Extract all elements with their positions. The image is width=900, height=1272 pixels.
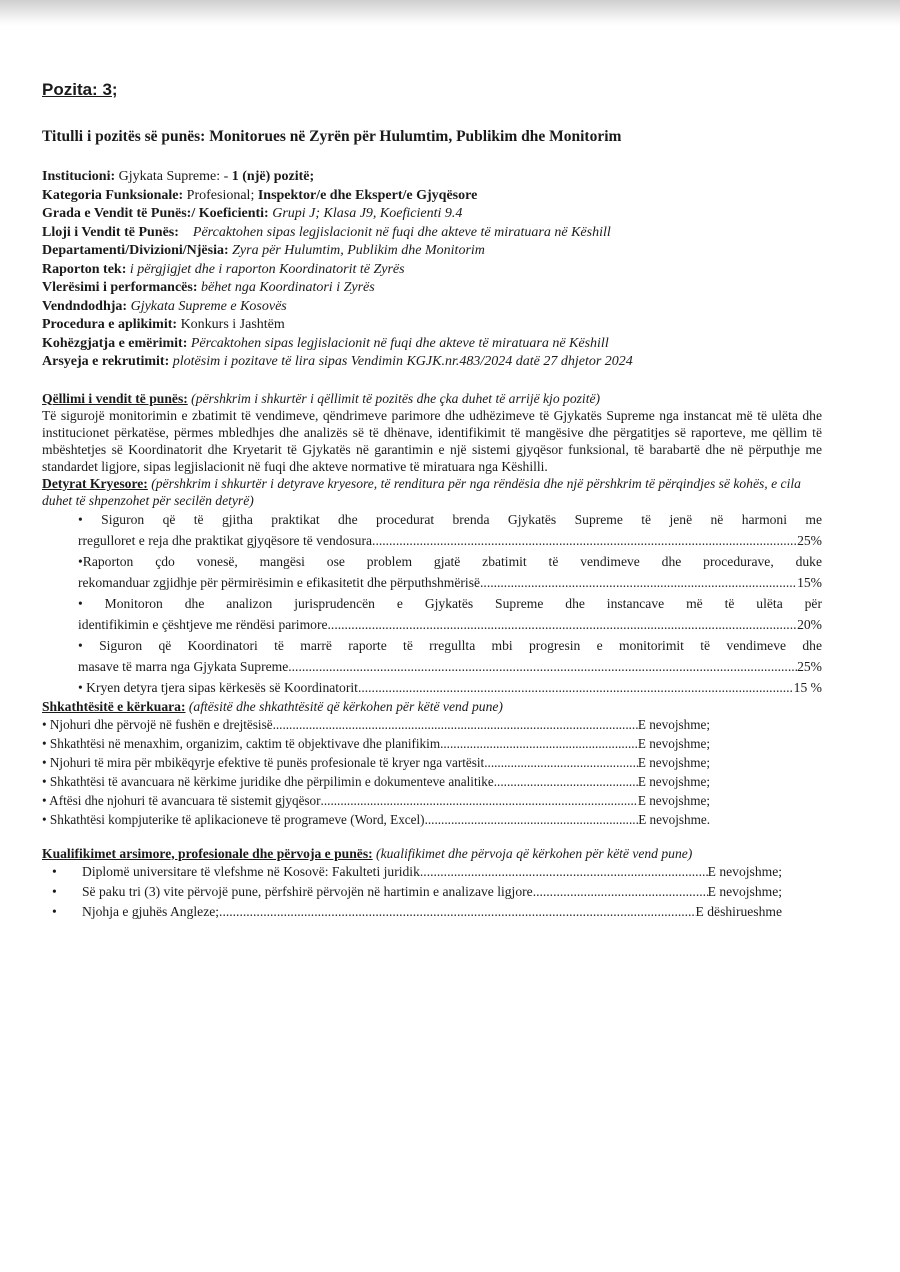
section-shkathtesite [42,698,822,829]
duty-item [78,677,822,698]
duty-text-line1: •Raporton çdo vonesë, mangësi ose problem gjatë zbatimit të vendimeve dhe procedurave, duke [78,553,822,569]
duty-text-line2 [78,677,822,698]
skill-text: • Aftësi dhe njohuri të avancuara të sistemit gjyqësor [42,792,321,808]
section-kualifikimet [42,845,822,922]
qualifications-list [52,862,782,922]
detyrat-heading: Detyrat Kryesore: (përshkrim i shkurtër i detyrave kryesore, të renditura për nga rëndësia dhe një përshkrim të përqindjes së kohës, e cila duhet të shpenzohet për secilën detyrë) [42,475,801,508]
document-content [42,80,822,922]
duty-percentage: 15 % [793,679,822,695]
info-departamenti: Departamenti/Divizioni/Njësia: Zyra për Hulumtim, Publikim dhe Monitorim [42,243,485,258]
dot-leader [440,734,638,753]
dot-leader [273,715,638,734]
duty-text-line2 [78,656,822,677]
info-lloji: Lloji i Vendit të Punës: Përcaktohen sipas legjislacionit në fuqi dhe akteve të miratuara në Këshill [42,224,611,240]
info-grada: Grada e Vendit të Punës:/ Koeficienti: Grupi J; Klasa J9, Koeficienti 9.4 [42,206,463,221]
duty-text-line1: • Siguron që Koordinatori të marrë raporte të rregullta mbi progresin e monitorimit të vendimeve dhe [78,637,822,653]
qualification-item [52,882,782,902]
duty-item [78,593,822,635]
skill-requirement: E nevojshme; [637,773,710,789]
qualification-item [52,862,782,882]
duty-percentage: 15% [797,574,822,590]
skill-item [42,715,710,734]
position-info [42,168,822,372]
dot-leader [480,572,797,593]
qualification-item [52,902,782,922]
skill-text: • Njohuri dhe përvojë në fushën e drejtësisë [42,716,273,732]
qellimi-heading: Qëllimi i vendit të punës: (përshkrim i shkurtër i qëllimit të pozitës dhe çka duhet të arrijë kjo pozitë) [42,390,601,406]
skill-item [42,753,710,772]
bullet-icon: • [52,903,57,919]
skill-text: • Njohuri të mira për mbikëqyrje efektive të punës profesionale të kryer nga vartësit [42,754,485,770]
skill-text: • Shkathtësi të avancuara në kërkime juridike dhe përpilimin e dokumenteve analitike [42,773,494,789]
duty-text-line1: • Siguron që të gjitha praktikat dhe procedurat brenda Gjykatës Supreme të jenë në harmoni me [78,511,822,527]
dot-leader [321,791,638,810]
info-kohezgjatja: Kohëzgjatja e emërimit: Përcaktohen sipas legjislacionit në fuqi dhe akteve të miratuara në Këshill [42,335,609,351]
scan-top-shadow [0,0,900,26]
dot-leader [219,902,696,922]
info-raporton: Raporton tek: i përgjigjet dhe i raporton Koordinatorit të Zyrës [42,261,405,277]
skill-requirement: E nevojshme; [637,735,710,751]
shkathtesite-heading: Shkathtësitë e kërkuara: (aftësitë dhe shkathtësitë që kërkohen për këtë vend pune) [42,698,503,714]
info-kategoria: Kategoria Funksionale: Profesional; Inspektor/e dhe Ekspert/e Gjyqësore [42,187,478,203]
position-number: Pozita: 3; [42,80,118,99]
duty-percentage: 25% [797,532,822,548]
info-arsyeja: Arsyeja e rekrutimit: plotësim i pozitave të lira sipas Vendimin KGJK.nr.483/2024 datë 27 dhjetor 2024 [42,354,633,369]
bullet-icon: • [52,863,57,879]
section-detyrat [42,475,822,698]
skill-item [42,734,710,753]
skills-list [42,715,710,829]
duty-item [78,635,822,677]
duty-text: rekomanduar zgjidhje për përmirësimin e efikasitetit dhe përputhshmërisë [78,574,481,590]
duty-text: rregulloret e reja dhe praktikat gjyqësore të vendosura. [78,532,376,548]
dot-leader [425,810,639,829]
qualification-text: Diplomë universitare të vlefshme në Kosovë: Fakulteti juridik [82,863,420,879]
info-vendndodhja: Vendndodhja: Gjykata Supreme e Kosovës [42,298,287,314]
bullet-icon: • [52,883,57,899]
qualification-requirement: E dëshirueshme [695,903,782,919]
qualification-text: Njohja e gjuhës Angleze; [82,903,220,919]
section-qellimi [42,390,822,475]
skill-requirement: E nevojshme; [637,754,710,770]
duty-text-line2 [78,614,822,635]
dot-leader [484,753,638,772]
skill-item [42,810,710,829]
dot-leader [358,677,794,698]
skill-item [42,791,710,810]
duty-item [78,509,822,551]
duty-text: • Kryen detyra tjera sipas kërkesës së Koordinatorit [78,679,358,695]
dot-leader [420,862,708,882]
info-vleresimi: Vlerësimi i performancës: bëhet nga Koordinatori i Zyrës [42,280,375,295]
info-procedura: Procedura e aplikimit: Konkurs i Jashtëm [42,317,285,332]
page-title: Titulli i pozitës së punës: Monitorues në Zyrën për Hulumtim, Publikim dhe Monitorim [42,128,622,145]
duty-percentage: 20% [797,616,822,632]
skill-requirement: E nevojshme; [637,792,710,808]
qualification-requirement: E nevojshme; [707,863,782,879]
qualification-text: Së paku tri (3) vite përvojë pune, përfshirë përvojën në hartimin e analizave ligjore [82,883,533,899]
skill-text: • Shkathtësi në menaxhim, organizim, caktim të objektivave dhe planifikim [42,735,441,751]
duty-text-line2 [78,572,822,593]
dot-leader [533,882,708,902]
duty-text: masave të marra nga Gjykata Supreme. [78,658,292,674]
qualification-requirement: E nevojshme; [707,883,782,899]
dot-leader [494,772,638,791]
skill-requirement: E nevojshme. [638,811,710,827]
duty-text: identifikimin e çështjeve me rëndësi parimore [78,616,328,632]
dot-leader [292,656,797,677]
duty-text-line2 [78,530,822,551]
skill-item [42,772,710,791]
skill-text: • Shkathtësi kompjuterike të aplikacioneve të programeve (Word, Excel) [42,811,425,827]
dot-leader [375,530,797,551]
dot-leader [328,614,798,635]
duty-percentage: 25% [797,658,822,674]
duty-item [78,551,822,593]
info-institucioni: Institucioni: Gjykata Supreme: - 1 (një) pozitë; [42,169,315,184]
skill-requirement: E nevojshme; [637,716,710,732]
kualifikimet-heading: Kualifikimet arsimore, profesionale dhe përvoja e punës: (kualifikimet dhe përvoja që kërkohen për këtë vend pune) [42,845,693,861]
duties-list [78,509,822,698]
duty-text-line1: • Monitoron dhe analizon jurisprudencën e Gjykatës Supreme dhe instancave më të ulëta për [78,595,822,611]
qellimi-text: Të sigurojë monitorimin e zbatimit të vendimeve, qëndrimeve parimore dhe udhëzimeve të Gjykatës Supreme nga instancat më të ulëta dhe institucionet përkatëse, përmes mbledhjes dhe analizës së të dhënave, identifikimit të mangësive dhe përgatitjes së raporteve, me qëllim të mbështetjes së Koordinatorit dhe Kryetarit të Gjykatës në garantimin e një sistemi gjyqësor funksional, të barabartë dhe në përputhje me standardet ligjore, sipas legjislacionit në fuqi dhe akteve normative të miratuara nga Këshilli. [42,407,822,474]
